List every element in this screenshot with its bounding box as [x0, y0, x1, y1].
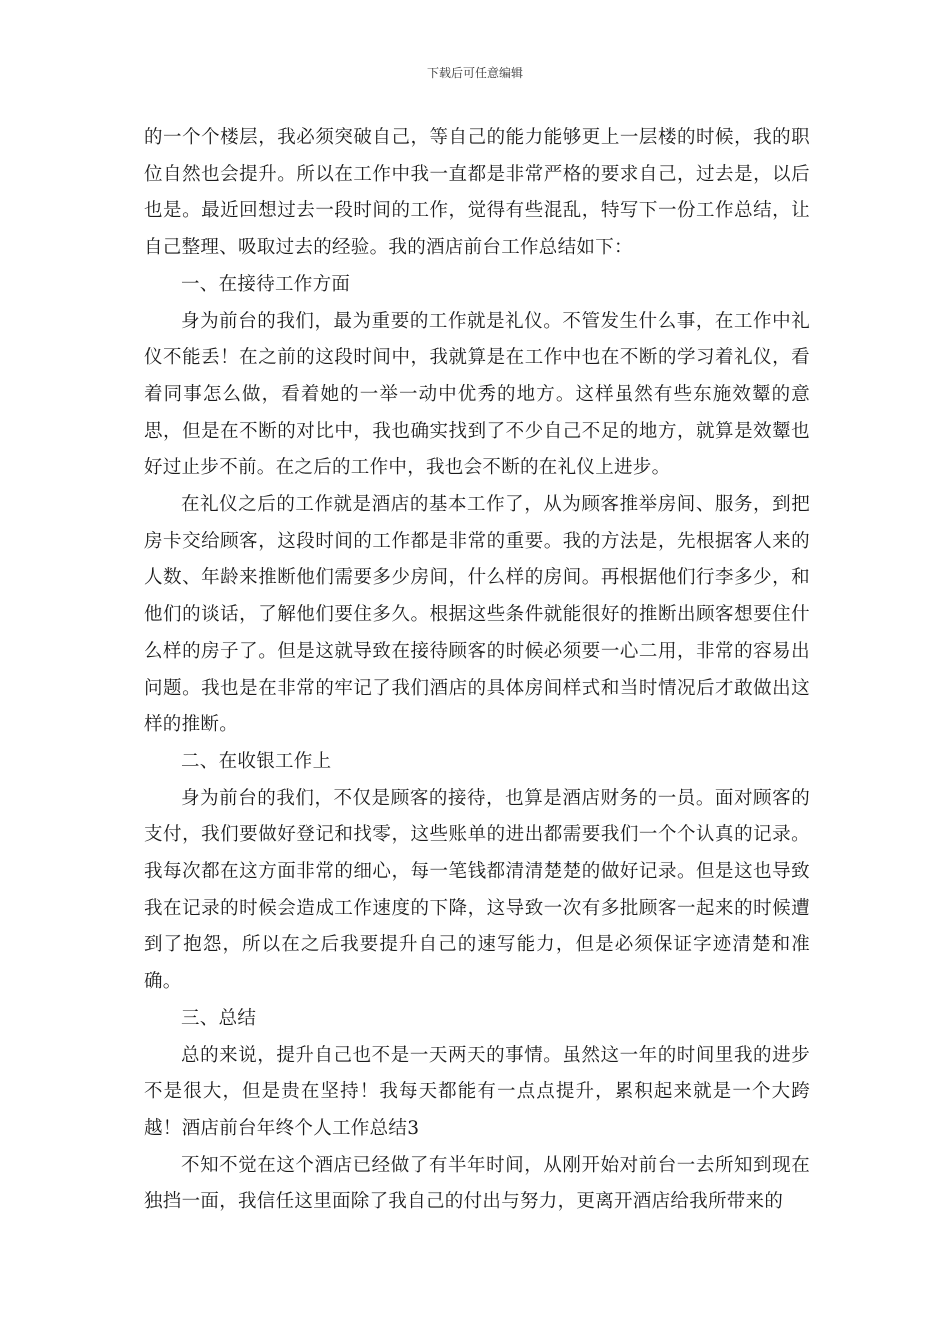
paragraph-basic-work: 在礼仪之后的工作就是酒店的基本工作了，从为顾客推举房间、服务，到把房卡交给顾客，这段时间的工作都是非常的重要。我的方法是，先根据客人来的人数、年龄来推断他们需要多少房间，什么样的房间。再根据他们行李多少，和他们的谈话，了解他们要住多久。根据这些条件就能很好的推断出顾客想要住什么样的房子了。但是这就导致在接待顾客的时候必须要一心二用，非常的容易出问题。我也是在非常的牢记了我们酒店的具体房间样式和当时情况后才敢做出这样的推断。: [144, 494, 810, 736]
paragraph-intro-continuation: 的一个个楼层，我必须突破自己，等自己的能力能够更上一层楼的时候，我的职位自然也会提升。所以在工作中我一直都是非常严格的要求自己，过去是，以后也是。最近回想过去一段时间的工作，觉得有些混乱，特写下一份工作总结，让自己整理、吸取过去的经验。我的酒店前台工作总结如下：: [144, 127, 810, 259]
section-heading-reception: 一、在接待工作方面: [181, 273, 351, 295]
paragraph-cashier: 身为前台的我们，不仅是顾客的接待，也算是酒店财务的一员。面对顾客的支付，我们要做好登记和找零，这些账单的进出都需要我们一个个认真的记录。我每次都在这方面非常的细心，每一笔钱都清清楚楚的做好记录。但是这也导致我在记录的时候会造成工作速度的下降，这导致一次有多批顾客一起来的时候遭到了抱怨，所以在之后我要提升自己的速写能力，但是必须保证字迹清楚和准确。: [144, 787, 810, 993]
paragraph-summary: 总的来说，提升自己也不是一天两天的事情。虽然这一年的时间里我的进步不是很大，但是贵在坚持！我每天都能有一点点提升，累积起来就是一个大跨越！酒店前台年终个人工作总结3: [144, 1044, 810, 1139]
paragraph-new-summary: 不知不觉在这个酒店已经做了有半年时间，从刚开始对前台一去所知到现在独挡一面，我信任这里面除了我自己的付出与努力，更离开酒店给我所带来的: [144, 1154, 810, 1213]
paragraph-etiquette: 身为前台的我们，最为重要的工作就是礼仪。不管发生什么事，在工作中礼仪不能丢！在之前的这段时间中，我就算是在工作中也在不断的学习着礼仪，看着同事怎么做，看着她的一举一动中优秀的地方。这样虽然有些东施效颦的意思，但是在不断的对比中，我也确实找到了不少自己不足的地方，就算是效颦也好过止步不前。在之后的工作中，我也会不断的在礼仪上进步。: [144, 310, 810, 479]
document-body: [144, 120, 810, 1221]
page-header: 下载后可任意编辑: [426, 66, 523, 80]
section-heading-cashier: 二、在收银工作上: [181, 750, 332, 772]
section-heading-summary: 三、总结: [181, 1007, 257, 1029]
